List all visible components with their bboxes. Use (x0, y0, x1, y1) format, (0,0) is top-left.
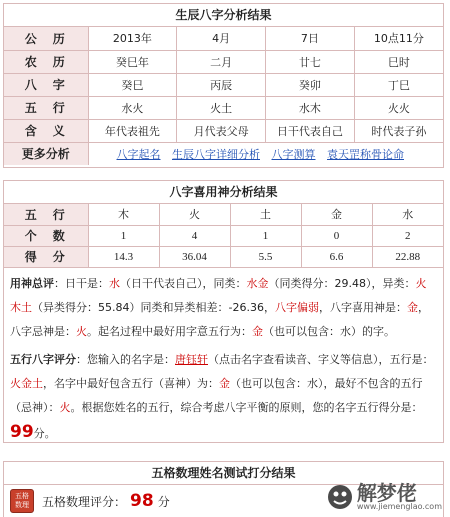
row-label: 五 行 (4, 96, 88, 119)
cell: 2013年 (88, 27, 177, 50)
cell: 廿七 (266, 50, 355, 73)
element-header: 金 (301, 204, 372, 225)
watermark-brand: 解梦佬 (356, 481, 417, 505)
table-row (4, 27, 443, 50)
count-cell: 0 (301, 225, 372, 246)
watermark-url: www.jiemenglao.com (356, 502, 442, 511)
score-cell: 6.6 (301, 246, 372, 267)
xiyong-table (4, 204, 443, 267)
cell: 水木 (266, 96, 355, 119)
cell: 火火 (354, 96, 443, 119)
bazi-table (4, 27, 443, 165)
row-label: 含 义 (4, 119, 88, 142)
bazi-panel (3, 3, 444, 168)
cell: 丙辰 (177, 73, 266, 96)
watermark (327, 483, 442, 511)
wuxing-score: 99 (10, 422, 34, 442)
more-links (88, 142, 443, 165)
row-label: 农 历 (4, 50, 88, 73)
cell: 年代表祖先 (88, 119, 177, 142)
wuge-score-label: 五格数理评分： (42, 494, 127, 509)
element-header: 木 (88, 204, 159, 225)
wuge-score: 98 (130, 491, 154, 511)
link-bazi-calc[interactable]: 八字测算 (271, 147, 316, 161)
row-label: 个 数 (4, 225, 88, 246)
cell: 二月 (177, 50, 266, 73)
row-label: 得 分 (4, 246, 88, 267)
count-cell: 4 (159, 225, 230, 246)
cell: 4月 (177, 27, 266, 50)
table-row (4, 50, 443, 73)
wuxing-score-summary: 五行八字评分：您输入的名字是：唐钰轩（点击名字查看读音、字义等信息），五行是：火金土，名字中最好包含五行（喜神）为：金（也可以包含：水），最好不包含的五行（忌神）：火。根据您姓名的五行，综合考虑八字平衡的原则，您的名字五行得分是：99分。 (10, 353, 434, 442)
cell: 7日 (266, 27, 355, 50)
row-label: 公 历 (4, 27, 88, 50)
count-cell: 1 (230, 225, 301, 246)
cell: 时代表子孙 (354, 119, 443, 142)
xiyong-title: 八字喜用神分析结果 (4, 181, 443, 204)
xiyong-panel (3, 180, 444, 443)
yongshen-label: 用神总评 (10, 277, 54, 290)
yongshen-summary: 用神总评：日干是：水（日干代表自己），同类：水金（同类得分：29.48），异类：火木土（异类得分：55.84）同类和异类相差：-26.36，八字偏弱，八字喜用神是：金，八字忌神是：火。起名过程中最好用字意五行为：金（也可以包含：水）的字。 (4, 267, 443, 348)
score-cell: 5.5 (230, 246, 301, 267)
element-header: 火 (159, 204, 230, 225)
cell: 癸巳年 (88, 50, 177, 73)
cell: 水火 (88, 96, 177, 119)
link-bazi-detail[interactable]: 生辰八字详细分析 (172, 147, 260, 161)
score-cell: 36.04 (159, 246, 230, 267)
wuge-title: 五格数理姓名测试打分结果 (4, 462, 443, 485)
watermark-text (357, 483, 442, 511)
element-header: 土 (230, 204, 301, 225)
table-row (4, 204, 443, 225)
row-label: 八 字 (4, 73, 88, 96)
cell: 日干代表自己 (266, 119, 355, 142)
cell: 丁巳 (354, 73, 443, 96)
link-bazi-naming[interactable]: 八字起名 (116, 147, 161, 161)
cell: 癸巳 (88, 73, 177, 96)
more-analysis-label: 更多分析 (4, 142, 88, 165)
name-link[interactable]: 唐钰轩 (175, 353, 208, 366)
count-cell: 2 (372, 225, 443, 246)
table-row (4, 73, 443, 96)
cell: 火土 (177, 96, 266, 119)
cell: 巳时 (354, 50, 443, 73)
score-cell: 14.3 (88, 246, 159, 267)
table-row (4, 96, 443, 119)
row-label: 五 行 (4, 204, 88, 225)
wuxing-label: 五行八字评分 (10, 353, 76, 366)
table-row (4, 225, 443, 246)
cell: 月代表父母 (177, 119, 266, 142)
count-cell: 1 (88, 225, 159, 246)
dream-logo-icon (327, 484, 353, 510)
table-row (4, 119, 443, 142)
element-header: 水 (372, 204, 443, 225)
cell: 10点11分 (354, 27, 443, 50)
table-row (4, 142, 443, 165)
score-cell: 22.88 (372, 246, 443, 267)
cell: 癸卯 (266, 73, 355, 96)
bazi-title: 生辰八字分析结果 (4, 4, 443, 27)
link-bone-weight[interactable]: 袁天罡称骨论命 (327, 147, 404, 161)
wuge-score-unit: 分 (157, 494, 170, 509)
wuge-badge-icon: 五格数理 (10, 489, 34, 513)
table-row (4, 246, 443, 267)
